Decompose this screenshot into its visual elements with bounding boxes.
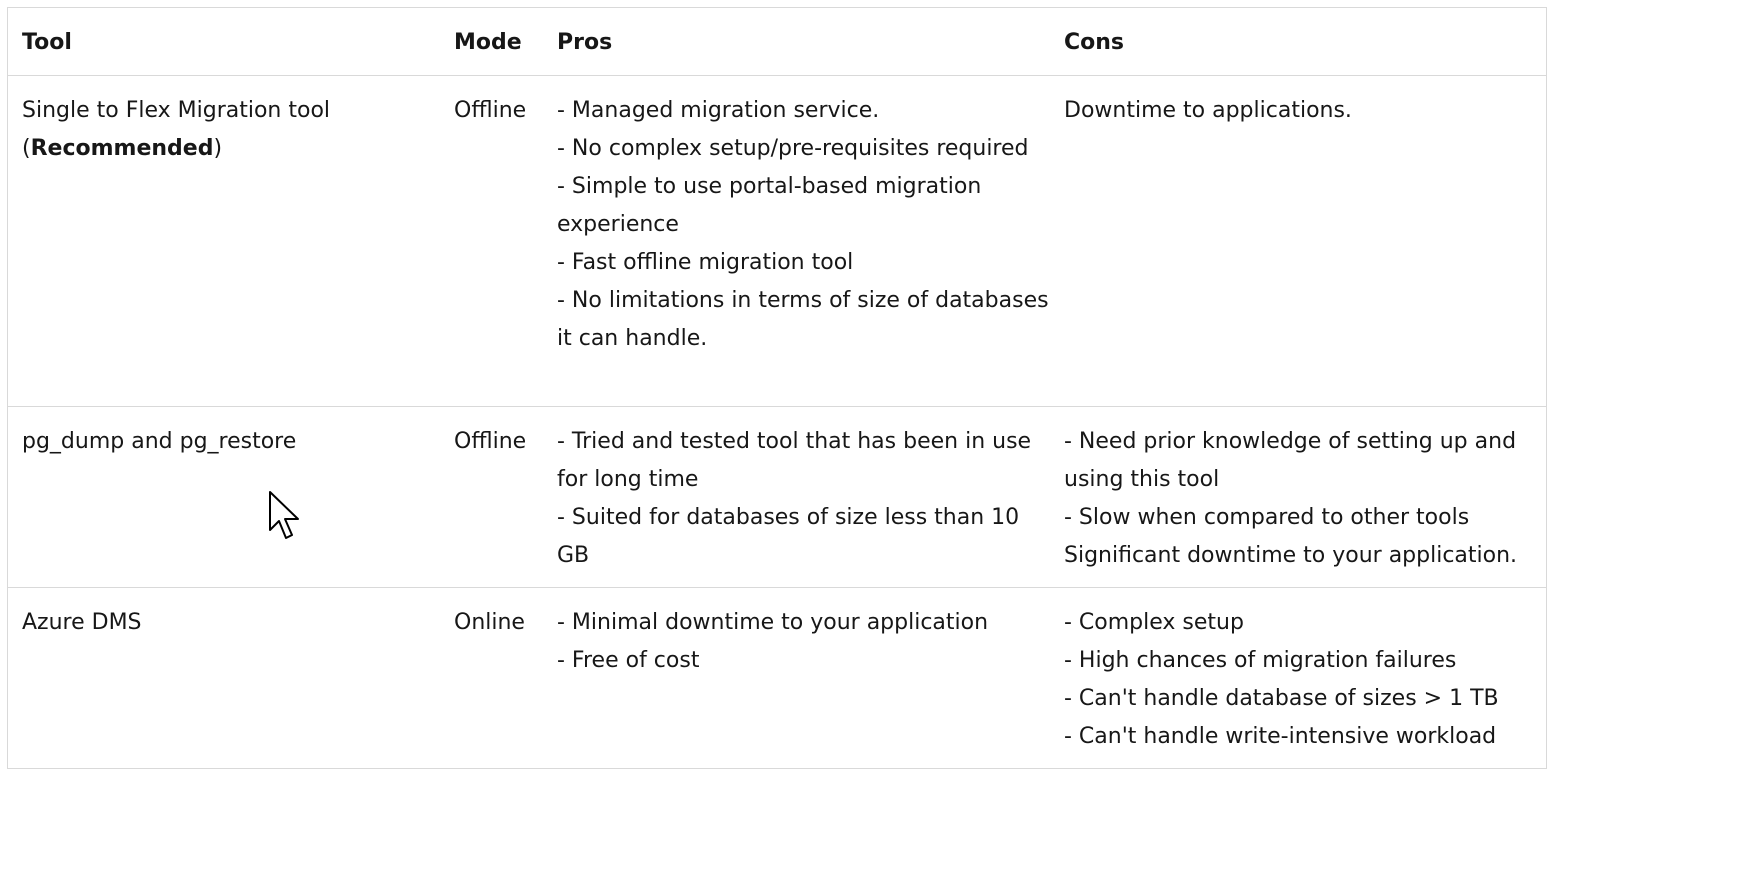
cons-item: - Slow when compared to other tools <box>1064 504 1470 530</box>
cell-tool: Azure DMS <box>22 609 142 635</box>
cell-pros <box>543 587 1050 768</box>
cons-item: - Can't handle database of sizes > 1 TB <box>1064 685 1499 711</box>
cons-item: - Complex setup <box>1064 609 1244 635</box>
cell-cons <box>1050 75 1546 406</box>
pros-item: - No complex setup/pre-requisites required <box>557 135 1029 161</box>
cons-item: - Need prior knowledge of setting up and using this tool <box>1064 428 1517 492</box>
cell-mode: Online <box>454 609 525 635</box>
recommended-label: Recommended <box>30 135 214 161</box>
cell-tool: pg_dump and pg_restore <box>22 428 297 454</box>
table-row <box>8 406 1546 587</box>
cell-cons <box>1050 587 1546 768</box>
cell-cons <box>1050 406 1546 587</box>
pros-item: - Suited for databases of size less than 10 GB <box>557 504 1020 568</box>
table-row <box>8 75 1546 406</box>
column-header-mode: Mode <box>454 30 522 55</box>
pros-item: - Managed migration service. <box>557 97 880 123</box>
column-header-pros: Pros <box>557 30 613 55</box>
pros-item: - Tried and tested tool that has been in use for long time <box>557 428 1032 492</box>
migration-tools-table <box>8 8 1546 768</box>
tool-note-close: ) <box>213 135 223 161</box>
cons-item: Downtime to applications. <box>1064 97 1352 123</box>
table-header-row <box>8 8 1546 75</box>
tool-note-open: ( <box>22 135 31 161</box>
pros-item: - Free of cost <box>557 647 700 673</box>
pros-item: - Minimal downtime to your application <box>557 609 989 635</box>
cons-item: - Can't handle write-intensive workload <box>1064 723 1497 749</box>
migration-tools-table-container <box>7 7 1547 769</box>
column-header-tool: Tool <box>22 30 72 55</box>
cell-mode: Offline <box>454 97 527 123</box>
tool-name: Single to Flex Migration tool <box>22 97 331 123</box>
column-header-cons: Cons <box>1064 30 1125 55</box>
cons-item: Significant downtime to your application. <box>1064 542 1518 568</box>
table-row <box>8 587 1546 768</box>
cell-pros <box>543 75 1050 406</box>
cell-tool <box>8 75 440 406</box>
pros-item: - No limitations in terms of size of databases it can handle. <box>557 287 1049 351</box>
cons-item: - High chances of migration failures <box>1064 647 1457 673</box>
pros-item: - Fast offline migration tool <box>557 249 854 275</box>
pros-item: - Simple to use portal-based migration experience <box>557 173 982 237</box>
mouse-pointer-icon <box>268 490 304 544</box>
cell-mode: Offline <box>454 428 527 454</box>
cell-pros <box>543 406 1050 587</box>
